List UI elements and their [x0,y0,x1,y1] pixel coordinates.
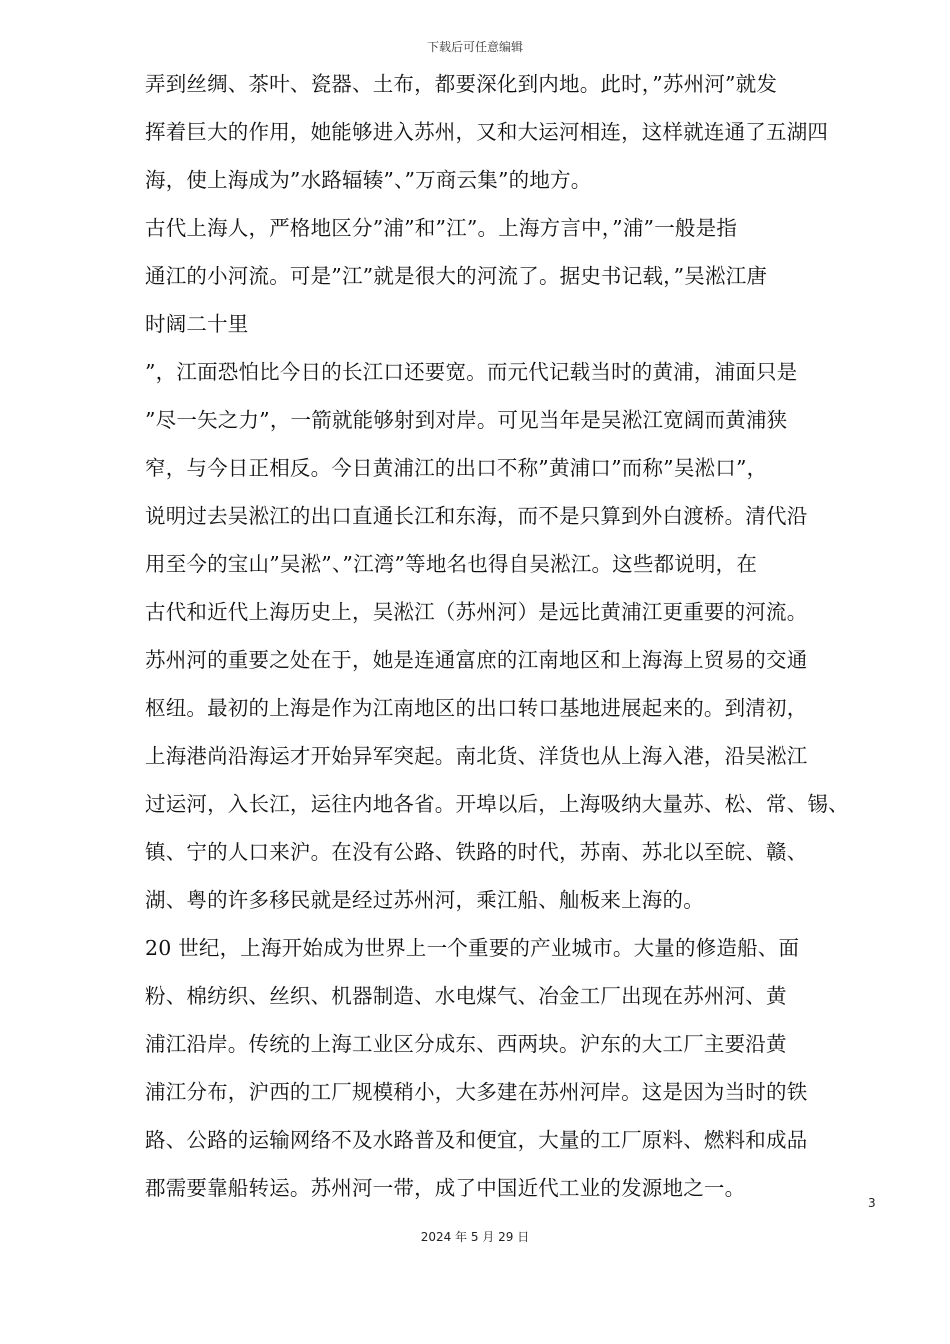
body-line: 通江的小河流。可是”江”就是很大的河流了。据史书记载，”吴淞江唐 [145,264,768,288]
body-line: 窄，与今日正相反。今日黄浦江的出口不称”黄浦口”而称”吴淞口”， [145,456,768,480]
page-number: 3 [868,1196,876,1210]
body-line: 20 世纪，上海开始成为世界上一个重要的产业城市。大量的修造船、面 [145,936,800,960]
body-line: 挥着巨大的作用，她能够进入苏州，又和大运河相连，这样就连通了五湖四 [145,120,829,144]
footer-date: 2024 年 5 月 29 日 [420,1230,530,1244]
body-line: 路、公路的运输网络不及水路普及和便宜，大量的工厂原料、燃料和成品 [145,1128,808,1152]
body-line: 浦江沿岸。传统的上海工业区分成东、西两块。沪东的大工厂主要沿黄 [145,1032,787,1056]
body-line: 古代和近代上海历史上，吴淞江（苏州河）是远比黄浦江更重要的河流。 [145,600,808,624]
body-line: 海，使上海成为”水路辐辏”、”万商云集”的地方。 [145,168,592,192]
body-line: 粉、棉纺织、丝织、机器制造、水电煤气、冶金工厂出现在苏州河、黄 [145,984,787,1008]
body-line: ”，江面恐怕比今日的长江口还要宽。而元代记载当时的黄浦，浦面只是 [145,360,798,384]
body-line: 上海港尚沿海运才开始异军突起。南北货、洋货也从上海入港，沿吴淞江 [145,744,808,768]
body-line: 枢纽。最初的上海是作为江南地区的出口转口基地进展起来的。到清初， [145,696,808,720]
body-line: ”尽一矢之力”，一箭就能够射到对岸。可见当年是吴淞江宽阔而黄浦狭 [145,408,788,432]
body-line: 苏州河的重要之处在于，她是连通富庶的江南地区和上海海上贸易的交通 [145,648,808,672]
body-line: 说明过去吴淞江的出口直通长江和东海，而不是只算到外白渡桥。清代沿 [145,504,808,528]
body-line: 湖、粤的许多移民就是经过苏州河，乘江船、舢板来上海的。 [145,888,704,912]
document-body [145,60,890,1212]
body-line: 郡需要靠船转运。苏州河一带，成了中国近代工业的发源地之一。 [145,1176,746,1200]
body-line: 浦江分布，沪西的工厂规模稍小，大多建在苏州河岸。这是因为当时的铁 [145,1080,808,1104]
body-line: 弄到丝绸、茶叶、瓷器、土布，都要深化到内地。此时，”苏州河”就发 [145,72,778,96]
body-line: 过运河，入长江，运往内地各省。开埠以后，上海吸纳大量苏、松、常、锡、 [145,792,849,816]
body-line: 时阔二十里 [145,312,249,336]
body-line: 古代上海人，严格地区分”浦”和”江”。上海方言中，”浦”一般是指 [145,216,738,240]
body-line: 用至今的宝山”吴淞”、”江湾”等地名也得自吴淞江。这些都说明，在 [145,552,758,576]
page-header-note: 下载后可任意编辑 [426,40,523,54]
body-line: 镇、宁的人口来沪。在没有公路、铁路的时代，苏南、苏北以至皖、赣、 [145,840,808,864]
